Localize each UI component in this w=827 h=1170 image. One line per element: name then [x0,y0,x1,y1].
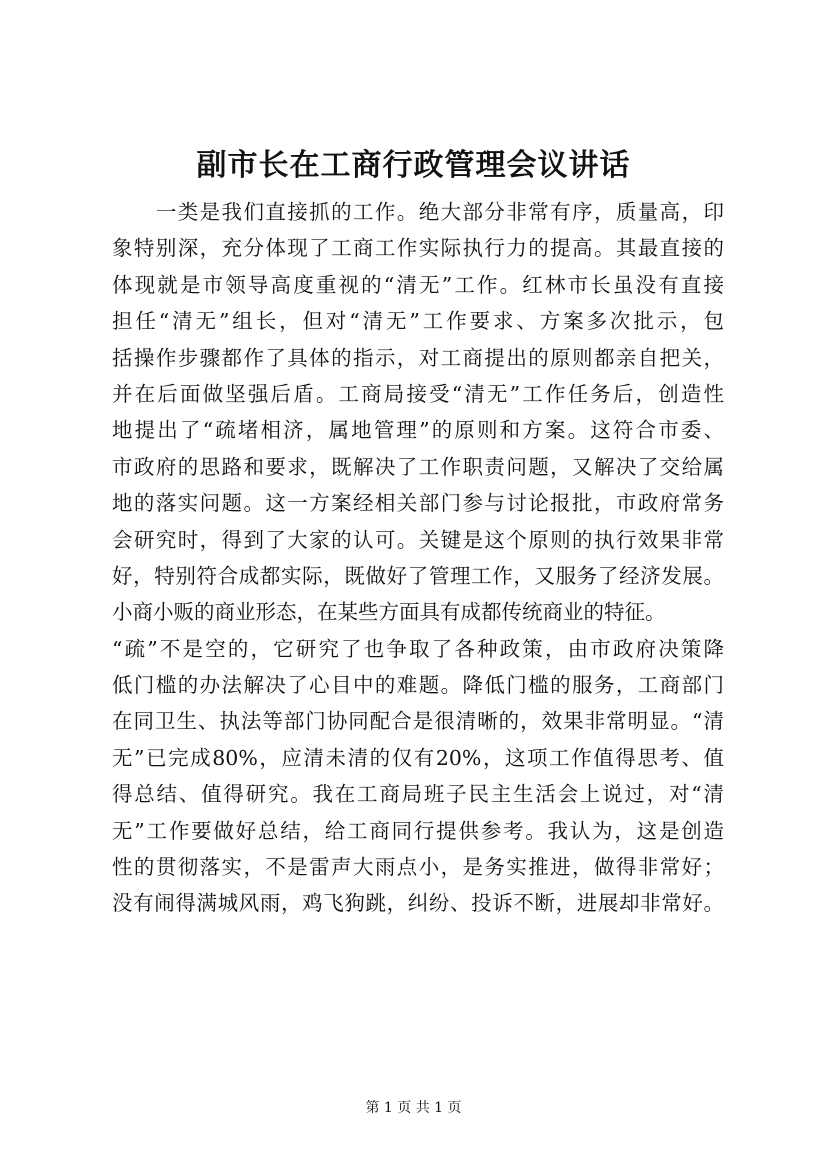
page-number-footer: 第 1 页 共 1 页 [365,1100,462,1116]
body-line: 象特别深，充分体现了工商工作实际执行力的提高。其最直接的 [112,236,724,261]
body-line: 没有闹得满城风雨，鸡飞狗跳，纠纷、投诉不断，进展却非常好。 [112,891,724,916]
body-line: 会研究时，得到了大家的认可。关键是这个原则的执行效果非常 [112,527,724,552]
body-line: 无”工作要做好总结，给工商同行提供参考。我认为，这是创造 [112,818,724,843]
body-line: “疏”不是空的，它研究了也争取了各种政策，由市政府决策降 [112,636,724,661]
body-line: 在同卫生、执法等部门协同配合是很清晰的，效果非常明显。“清 [112,709,724,734]
document-title: 副市长在工商行政管理会议讲话 [196,148,631,183]
body-line: 得总结、值得研究。我在工商局班子民主生活会上说过，对“清 [112,782,724,807]
body-line: 担任“清无”组长，但对“清无”工作要求、方案多次批示，包 [112,309,724,334]
body-line: 并在后面做坚强后盾。工商局接受“清无”工作任务后，创造性 [112,381,724,406]
body-line: 括操作步骤都作了具体的指示，对工商提出的原则都亲自把关， [112,345,724,370]
body-line: 体现就是市领导高度重视的“清无”工作。红林市长虽没有直接 [112,272,724,297]
body-line: 性的贯彻落实，不是雷声大雨点小，是务实推进，做得非常好； [112,855,724,880]
body-line: 低门槛的办法解决了心目中的难题。降低门槛的服务，工商部门 [112,673,724,698]
document-body [112,194,724,922]
body-line: 小商小贩的商业形态，在某些方面具有成都传统商业的特征。 [112,600,666,625]
body-line: 市政府的思路和要求，既解决了工作职责问题，又解决了交给属 [112,454,724,479]
body-line: 地提出了“疏堵相济，属地管理”的原则和方案。这符合市委、 [112,418,724,443]
body-line: 无”已完成80%，应清未清的仅有20%，这项工作值得思考、值 [112,745,724,770]
body-line: 一类是我们直接抓的工作。绝大部分非常有序，质量高，印 [112,200,724,224]
body-line: 地的落实问题。这一方案经相关部门参与讨论报批，市政府常务 [112,491,724,516]
body-line: 好，特别符合成都实际，既做好了管理工作，又服务了经济发展。 [112,563,724,588]
